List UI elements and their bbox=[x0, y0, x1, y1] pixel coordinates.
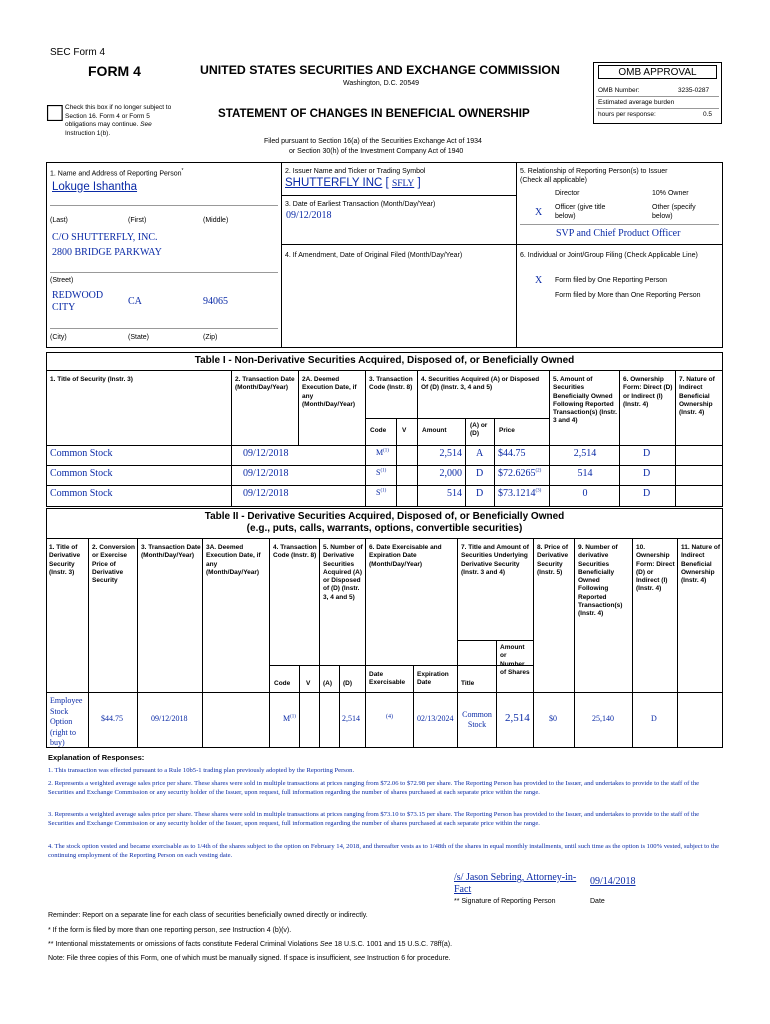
filing-label: 6. Individual or Joint/Group Filing (Check Applicable Line) bbox=[520, 252, 698, 259]
issuer-name-line bbox=[285, 177, 421, 189]
t1-row-price bbox=[498, 488, 541, 499]
t1-row-form: D bbox=[643, 448, 651, 459]
t2-a: (A) bbox=[323, 680, 333, 687]
t1-row-ad: D bbox=[476, 468, 484, 479]
omb-burden-label: Estimated average burden bbox=[598, 99, 675, 106]
t1-h6: 6. Ownership Form: Direct (D) or Indirect (I) (Instr. 4) bbox=[623, 376, 673, 408]
earliest-date: 09/12/2018 bbox=[286, 210, 332, 221]
t1-row-owned: 0 bbox=[582, 488, 588, 499]
grid-divider-1 bbox=[281, 162, 282, 348]
t1-row-price bbox=[498, 468, 541, 479]
t1-row-code-footnote: (1) bbox=[383, 448, 389, 454]
t1-col-div-2 bbox=[298, 370, 299, 446]
issuer-ticker[interactable]: SFLY bbox=[391, 179, 415, 189]
officer-label: Officer (give title below) bbox=[555, 204, 606, 220]
t1-col-div-9 bbox=[619, 370, 620, 507]
t2-col-div-11 bbox=[496, 640, 497, 748]
table2-title-divider bbox=[46, 538, 723, 539]
officer-title: SVP and Chief Product Officer bbox=[556, 228, 681, 239]
t1-col-div-7 bbox=[494, 418, 495, 507]
t1-header-bottom bbox=[46, 445, 723, 446]
t2-owned: 25,140 bbox=[592, 714, 614, 723]
t1-h4: 4. Securities Acquired (A) or Disposed Of (D) (Instr. 3, 4 and 5) bbox=[421, 376, 540, 392]
t1-row-div-1 bbox=[46, 465, 723, 466]
zip-value: 94065 bbox=[203, 296, 228, 307]
t2-h9: 9. Number of derivative Securities Beneficially Owned Following Reported Transaction(s) (Instr. 4) bbox=[578, 544, 623, 618]
t2-deriv-price: $0 bbox=[549, 714, 557, 723]
t1-h1: 1. Title of Security (Instr. 3) bbox=[50, 376, 133, 383]
t1-row-owned: 2,514 bbox=[573, 448, 597, 459]
statement-title: STATEMENT OF CHANGES IN BENEFICIAL OWNERSHIP bbox=[218, 107, 530, 120]
grid-divider-2 bbox=[516, 162, 517, 348]
issuer-label: 2. Issuer Name and Ticker or Trading Symbol bbox=[285, 168, 426, 175]
t1-row-code-letter: S bbox=[376, 488, 381, 497]
t2-exercisable: (4) bbox=[386, 714, 393, 720]
t2-title-amount-divider bbox=[457, 640, 533, 641]
t2-security: Employee Stock Option (right to buy) bbox=[50, 696, 83, 747]
table1-title-divider bbox=[46, 370, 723, 371]
t2-h8: 8. Price of Derivative Security (Instr. 5) bbox=[537, 544, 569, 576]
ticker-close: ] bbox=[417, 177, 421, 189]
t2-date: 09/12/2018 bbox=[151, 714, 188, 723]
t2-h3: 3. Transaction Date (Month/Day/Year) bbox=[141, 544, 201, 560]
table2-title-2: (e.g., puts, calls, warrants, options, convertible securities) bbox=[246, 523, 523, 534]
t1-h2: 2. Transaction Date (Month/Day/Year) bbox=[235, 376, 295, 392]
t1-col-div-8 bbox=[549, 370, 550, 507]
no-longer-text: Check this box if no longer subject to Section 16. Form 4 or Form 5 obligations may continue. See Instruction 1(b). bbox=[65, 104, 172, 137]
t1-row-code-letter: M bbox=[376, 448, 384, 457]
t1-row-price-footnote: (2) bbox=[535, 468, 542, 474]
t1-h5: 5. Amount of Securities Beneficially Owned Following Reported Transaction(s) (Instr. 3 and 4) bbox=[553, 376, 617, 425]
omb-number-label: OMB Number: bbox=[598, 87, 640, 94]
t1-row-title: Common Stock bbox=[50, 468, 113, 479]
omb-hours-label: hours per response: bbox=[598, 111, 656, 118]
street-underline bbox=[50, 272, 278, 273]
one-person-checkmark[interactable]: X bbox=[535, 275, 543, 286]
t2-col-div-15 bbox=[677, 538, 678, 748]
t1-row-amount: 2,000 bbox=[439, 468, 462, 479]
city-underline bbox=[50, 328, 278, 329]
address-line-2: 2800 BRIDGE PARKWAY bbox=[52, 247, 162, 258]
t2-col-div-6 bbox=[319, 538, 320, 748]
t2-col-div-3 bbox=[202, 538, 203, 748]
t1-h2a: 2A. Deemed Execution Date, if any (Month/Day/Year) bbox=[302, 376, 357, 408]
amendment-label: 4. If Amendment, Date of Original Filed (Month/Day/Year) bbox=[285, 252, 463, 259]
t2-exp: Expiration Date bbox=[417, 671, 449, 687]
city-value: REDWOOD CITY bbox=[52, 290, 104, 313]
first-label: (First) bbox=[128, 217, 147, 224]
t1-h3: 3. Transaction Code (Instr. 8) bbox=[369, 376, 413, 392]
commission-city: Washington, D.C. 20549 bbox=[343, 80, 420, 87]
sec-form-label: SEC Form 4 bbox=[50, 47, 106, 58]
officer-checkmark[interactable]: X bbox=[535, 207, 543, 218]
reminder: Reminder: Report on a separate line for each class of securities beneficially owned directly or indirectly. bbox=[48, 912, 368, 919]
t1-row-amount: 514 bbox=[447, 488, 462, 499]
relationship-divider bbox=[516, 244, 723, 245]
t1-row-title: Common Stock bbox=[50, 448, 113, 459]
t2-v: V bbox=[306, 680, 311, 687]
t1-row-date: 09/12/2018 bbox=[243, 488, 289, 499]
t2-disposed: 2,514 bbox=[342, 714, 360, 723]
t2-col-div-1 bbox=[88, 538, 89, 748]
t1-row-form: D bbox=[643, 488, 651, 499]
signature[interactable]: /s/ Jason Sebring, Attorney-in-Fact bbox=[454, 872, 577, 895]
t2-code-val: $M^{(1)}$ bbox=[283, 714, 296, 723]
t2-h1: 1. Title of Derivative Security (Instr. 3) bbox=[49, 544, 81, 576]
t2-date-ex: Date Exercisable bbox=[369, 671, 406, 687]
t2-h4: 4. Transaction Code (Instr. 8) bbox=[273, 544, 317, 560]
footer-star-2: ** Intentional misstatements or omissions of facts constitute Federal Criminal Violations See 18 U.S.C. 1001 and 15 U.S.C. 78ff(a). bbox=[48, 941, 453, 948]
commission-title: UNITED STATES SECURITIES AND EXCHANGE COMMISSION bbox=[200, 63, 560, 77]
earliest-date-label: 3. Date of Earliest Transaction (Month/Day/Year) bbox=[285, 201, 436, 208]
t2-h2: 2. Conversion or Exercise Price of Derivative Security bbox=[92, 544, 135, 585]
t2-col-div-7 bbox=[339, 665, 340, 748]
city-label: (City) bbox=[50, 334, 67, 341]
ticker-open: [ bbox=[385, 177, 389, 189]
t1-row-code bbox=[376, 448, 389, 457]
t1-row-title: Common Stock bbox=[50, 488, 113, 499]
name-underline bbox=[50, 205, 278, 206]
table2-title-1: Table II - Derivative Securities Acquired, Disposed of, or Beneficially Owned bbox=[204, 511, 565, 522]
t1-col-div-6 bbox=[465, 418, 466, 507]
reporting-person-label: 1. Name and Address of Reporting Person* bbox=[50, 168, 184, 178]
signature-label: ** Signature of Reporting Person bbox=[454, 898, 556, 905]
t2-col-div-12 bbox=[533, 538, 534, 748]
t2-title: Title bbox=[461, 680, 475, 687]
t2-col-div-4 bbox=[269, 538, 270, 748]
no-longer-checkbox[interactable]: ☐ bbox=[45, 102, 65, 127]
t1-row-div-2 bbox=[46, 485, 723, 486]
t2-subhead-divider bbox=[269, 665, 533, 666]
omb-divider-2 bbox=[596, 108, 719, 109]
t1-col-div-5 bbox=[417, 370, 418, 507]
t2-col-div-5 bbox=[299, 665, 300, 748]
t1-col-div-10 bbox=[675, 370, 676, 507]
t1-row-code bbox=[376, 468, 386, 477]
footer-star-1: * If the form is filed by more than one reporting person, see Instruction 4 (b)(v). bbox=[48, 927, 292, 934]
officer-divider bbox=[520, 224, 719, 225]
t1-row-amount: 2,514 bbox=[439, 448, 462, 459]
t1-row-code-footnote: (1) bbox=[380, 488, 387, 494]
t2-underlying-title: Common Stock bbox=[462, 710, 492, 729]
omb-number: 3235-0287 bbox=[678, 87, 710, 94]
signature-date-label: Date bbox=[590, 898, 605, 905]
t2-underlying-amount: 2,514 bbox=[505, 712, 530, 724]
t2-d: (D) bbox=[343, 680, 353, 687]
other-label: Other (specify below) bbox=[652, 204, 696, 220]
t2-h3a: 3A. Deemed Execution Date, if any (Month/Day/Year) bbox=[206, 544, 261, 576]
t2-h10: 10. Ownership Form: Direct (D) or Indirect (I) (Instr. 4) bbox=[636, 544, 675, 593]
omb-title: OMB APPROVAL bbox=[618, 67, 697, 78]
t1-row-code-letter: S bbox=[376, 468, 381, 477]
t1-price: Price bbox=[499, 427, 515, 434]
t2-col-div-8 bbox=[365, 538, 366, 748]
address-line-1: C/O SHUTTERFLY, INC. bbox=[52, 232, 158, 243]
reporting-person-name[interactable]: Lokuge Ishantha bbox=[52, 181, 138, 193]
t2-expiration: 02/13/2024 bbox=[417, 714, 454, 723]
t1-row-date: 09/12/2018 bbox=[243, 448, 289, 459]
t2-amt: Amount or Number of Shares bbox=[500, 644, 530, 676]
form-title: FORM 4 bbox=[88, 63, 141, 79]
t1-row-ad: D bbox=[476, 488, 484, 499]
t2-form: D bbox=[651, 714, 657, 723]
issuer-divider bbox=[281, 195, 516, 196]
t1-h7: 7. Nature of Indirect Beneficial Ownership (Instr. 4) bbox=[679, 376, 715, 417]
signature-date: 09/14/2018 bbox=[590, 876, 636, 887]
t2-col-div-10 bbox=[457, 538, 458, 748]
t1-row-form: D bbox=[643, 468, 651, 479]
t2-col-div-2 bbox=[137, 538, 138, 748]
t1-row-price-value: $73.1214 bbox=[498, 488, 536, 499]
middle-label: (Middle) bbox=[203, 217, 229, 224]
t1-row-price-value: $72.6265 bbox=[498, 468, 536, 479]
t1-row-price-footnote: (3) bbox=[535, 488, 542, 494]
t1-col-div-4 bbox=[396, 418, 397, 507]
footnote-2: 2. Represents a weighted average sales price per share. These shares were sold in multiple transactions at prices ranging from $72.06 to $72.98 per share. The Reporting Person has provided to the Issuer, and undertakes to provide to the staff of the Securities and Exchange Commission or any security holder of the Issuer, upon request, full information regarding the number of shares purchased at each separate price within the range. bbox=[48, 780, 700, 796]
more-persons-label: Form filed by More than One Reporting Person bbox=[555, 292, 701, 299]
t2-col-div-9 bbox=[413, 665, 414, 748]
issuer-name[interactable]: SHUTTERFLY INC bbox=[285, 177, 383, 189]
t1-row-code bbox=[376, 488, 386, 497]
street-label: (Street) bbox=[50, 277, 74, 284]
last-label: (Last) bbox=[50, 217, 68, 224]
t1-row-price-value: $44.75 bbox=[498, 448, 526, 459]
state-value: CA bbox=[128, 296, 142, 307]
state-label: (State) bbox=[128, 334, 150, 341]
footnote-1: 1. This transaction was effected pursuant to a Rule 10b5-1 trading plan previously adopted by the Reporting Person. bbox=[48, 767, 355, 774]
t1-subhead-divider bbox=[365, 418, 549, 419]
t2-h6: 6. Date Exercisable and Expiration Date (Month/Day/Year) bbox=[369, 544, 442, 568]
zip-label: (Zip) bbox=[203, 334, 218, 341]
footer-note: Note: File three copies of this Form, one of which must be manually signed. If space is insufficient, see Instruction 6 for procedure. bbox=[48, 955, 451, 962]
t1-col-div-1 bbox=[231, 370, 232, 507]
t1-row-code-footnote: (1) bbox=[380, 468, 387, 474]
table1-title: Table I - Non-Derivative Securities Acquired, Disposed of, or Beneficially Owned bbox=[194, 355, 575, 366]
t2-conv-price: $44.75 bbox=[101, 714, 123, 723]
t1-col-div-3 bbox=[365, 370, 366, 507]
footnote-3: 3. Represents a weighted average sales price per share. These shares were sold in multiple transactions at prices ranging from $73.10 to $73.15 per share. The Reporting Person has provided to the Issuer, and undertakes to provide to the staff of the Securities and Exchange Commission or any security holder of the Issuer, upon request, full information regarding the number of shares purchased at each separate price within the range. bbox=[48, 811, 700, 827]
t1-v: V bbox=[402, 427, 407, 434]
t1-row-owned: 514 bbox=[577, 468, 593, 479]
omb-divider-1 bbox=[596, 96, 719, 97]
t2-h5: 5. Number of Derivative Securities Acquired (A) or Disposed of (D) (Instr. 3, 4 and 5) bbox=[323, 544, 363, 601]
director-label: Director bbox=[555, 190, 580, 197]
footnote-4: 4. The stock option vested and became exercisable as to 1/4th of the shares subject to the option on February 14, 2018, and thereafter vests as to 1/48th of the shares in equal monthly installments, until such time as the option is 100% vested, subject to the continuing employment of the Reporting Person on each vesting date. bbox=[48, 843, 720, 859]
explanation-title: Explanation of Responses: bbox=[48, 753, 145, 762]
t2-code: Code bbox=[274, 680, 291, 687]
t1-code: Code bbox=[370, 427, 387, 434]
date-divider bbox=[281, 244, 516, 245]
t1-aord: (A) or (D) bbox=[470, 422, 488, 438]
t1-row-ad: A bbox=[476, 448, 484, 459]
t2-header-bottom bbox=[46, 692, 723, 693]
t2-col-div-14 bbox=[632, 538, 633, 748]
relationship-label: 5. Relationship of Reporting Person(s) to Issuer (Check all applicable) bbox=[520, 168, 668, 184]
t2-h7: 7. Title and Amount of Securities Underlying Derivative Security (Instr. 3 and 4) bbox=[461, 544, 529, 576]
omb-hours: 0.5 bbox=[703, 111, 713, 118]
filed-pursuant-2: or Section 30(h) of the Investment Company Act of 1940 bbox=[289, 148, 464, 155]
t1-amount: Amount bbox=[422, 427, 447, 434]
t1-row-price bbox=[498, 448, 526, 459]
one-person-label: Form filed by One Reporting Person bbox=[555, 277, 668, 284]
t2-h11: 11. Nature of Indirect Beneficial Ownership (Instr. 4) bbox=[681, 544, 721, 585]
filed-pursuant-1: Filed pursuant to Section 16(a) of the Securities Exchange Act of 1934 bbox=[264, 138, 482, 145]
owner10-label: 10% Owner bbox=[652, 190, 689, 197]
t1-row-date: 09/12/2018 bbox=[243, 468, 289, 479]
t2-col-div-13 bbox=[574, 538, 575, 748]
